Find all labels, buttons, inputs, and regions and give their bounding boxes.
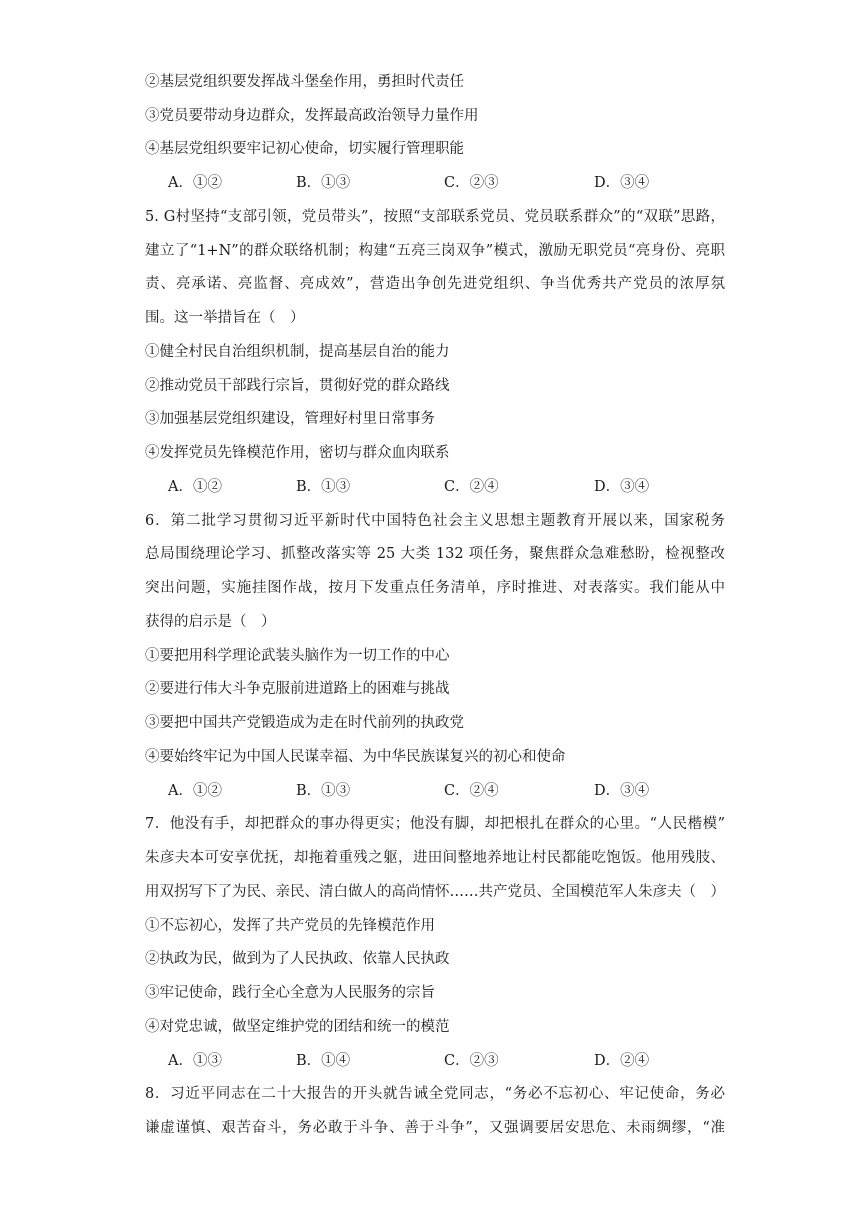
q7-option-c[interactable]: C．②③ bbox=[444, 1053, 499, 1069]
q4-statement-4: ④基层党组织要牢记初心使命，切实履行管理职能 bbox=[145, 141, 464, 157]
q5-statement-3: ③加强基层党组织建设，管理好村里日常事务 bbox=[145, 411, 435, 427]
q5-stem-line-2: 建立了“1+N”的群众联络机制；构建“五亮三岗双争”模式，激励无职党员“亮身份、亮职 bbox=[145, 243, 725, 259]
q5-option-a[interactable]: A．①② bbox=[168, 479, 222, 495]
q7-option-d[interactable]: D．②④ bbox=[594, 1053, 650, 1069]
q7-option-b[interactable]: B．①④ bbox=[296, 1053, 351, 1069]
q5-stem-line-4: 围。这一举措旨在（ ） bbox=[145, 310, 305, 326]
q6-statement-1: ①要把用科学理论武装头脑作为一切工作的中心 bbox=[145, 648, 450, 664]
q4-statement-3: ③党员要带动身边群众，发挥最高政治领导力量作用 bbox=[145, 108, 479, 124]
q4-option-a[interactable]: A．①② bbox=[168, 175, 222, 191]
q6-options bbox=[168, 781, 688, 801]
q7-option-a[interactable]: A．①③ bbox=[168, 1053, 222, 1069]
q5-option-d[interactable]: D．③④ bbox=[594, 479, 650, 495]
q7-options bbox=[168, 1051, 688, 1071]
q6-stem-line-2: 总局围绕理论学习、抓整改落实等 25 大类 132 项任务，聚焦群众急难愁盼，检视整改 bbox=[145, 546, 725, 562]
q4-option-b[interactable]: B．①③ bbox=[296, 175, 351, 191]
q6-stem-line-1: 6．第二批学习贯彻习近平新时代中国特色社会主义思想主题教育开展以来，国家税务 bbox=[145, 513, 725, 529]
q6-statement-3: ③要把中国共产党锻造成为走在时代前列的执政党 bbox=[145, 715, 464, 731]
q7-statement-1: ①不忘初心，发挥了共产党员的先锋模范作用 bbox=[145, 918, 435, 934]
q6-option-c[interactable]: C．②④ bbox=[444, 783, 499, 799]
q7-stem-line-1: 7．他没有手，却把群众的事办得更实；他没有脚，却把根扎在群众的心里。“人民楷模” bbox=[145, 816, 725, 832]
q6-statement-4: ④要始终牢记为中国人民谋幸福、为中华民族谋复兴的初心和使命 bbox=[145, 749, 566, 765]
q6-option-d[interactable]: D．③④ bbox=[594, 783, 650, 799]
q6-stem-line-4: 获得的启示是（ ） bbox=[145, 614, 276, 630]
q8-stem-line-1: 8．习近平同志在二十大报告的开头就告诫全党同志，“务必不忘初心、牢记使命，务必 bbox=[145, 1086, 725, 1102]
q5-option-b[interactable]: B．①③ bbox=[296, 479, 351, 495]
q5-statement-1: ①健全村民自治组织机制，提高基层自治的能力 bbox=[145, 344, 450, 360]
q4-option-c[interactable]: C．②③ bbox=[444, 175, 499, 191]
q7-stem-line-2: 朱彦夫本可安享优抚，却拖着重残之躯，进田间整地养地让村民都能吃饱饭。他用残肢、 bbox=[145, 850, 725, 866]
q4-statement-2: ②基层党组织要发挥战斗堡垒作用，勇担时代责任 bbox=[145, 74, 464, 90]
q7-stem-line-3: 用双拐写下了为民、亲民、清白做人的高尚情怀……共产党员、全国模范军人朱彦夫（ ） bbox=[145, 884, 725, 900]
q6-statement-2: ②要进行伟大斗争克服前进道路上的困难与挑战 bbox=[145, 681, 450, 697]
q6-option-b[interactable]: B．①③ bbox=[296, 783, 351, 799]
q4-option-d[interactable]: D．③④ bbox=[594, 175, 650, 191]
q7-statement-3: ③牢记使命，践行全心全意为人民服务的宗旨 bbox=[145, 985, 435, 1001]
q5-stem-line-1: 5. G村坚持“支部引领，党员带头”，按照“支部联系党员、党员联系群众”的“双联”思路， bbox=[145, 209, 725, 225]
q5-stem-line-3: 责、亮承诺、亮监督、亮成效”，营造出争创先进党组织、争当优秀共产党员的浓厚氛 bbox=[145, 276, 725, 292]
q7-statement-2: ②执政为民，做到为了人民执政、依靠人民执政 bbox=[145, 951, 450, 967]
q6-option-a[interactable]: A．①② bbox=[168, 783, 222, 799]
q8-stem-line-2: 谦虚谨慎、艰苦奋斗，务必敢于斗争、善于斗争”，又强调要居安思危、未雨绸缪，“准 bbox=[145, 1120, 725, 1136]
q4-options bbox=[168, 173, 688, 193]
q5-statement-2: ②推动党员干部践行宗旨，贯彻好党的群众路线 bbox=[145, 378, 450, 394]
q7-statement-4: ④对党忠诚，做坚定维护党的团结和统一的模范 bbox=[145, 1019, 450, 1035]
q5-statement-4: ④发挥党员先锋模范作用，密切与群众血肉联系 bbox=[145, 445, 450, 461]
q5-option-c[interactable]: C．②④ bbox=[444, 479, 499, 495]
q5-options bbox=[168, 477, 688, 497]
q6-stem-line-3: 突出问题，实施挂图作战，按月下发重点任务清单，序时推进、对表落实。我们能从中 bbox=[145, 580, 725, 596]
